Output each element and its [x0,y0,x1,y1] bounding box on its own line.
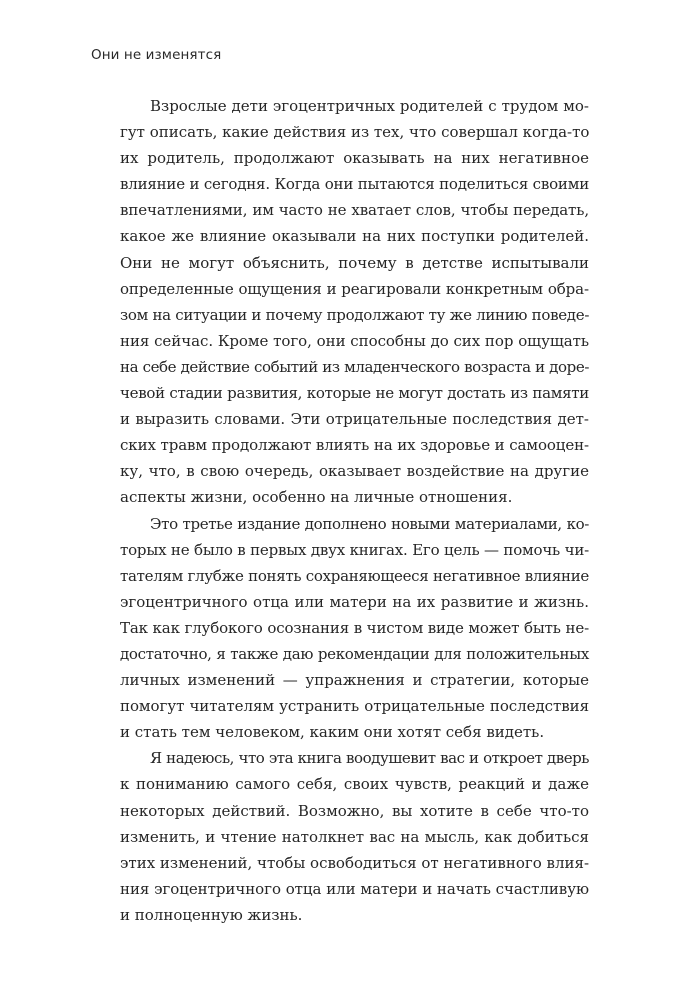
text-line: впечатлениями, им часто не хватает слов, чтобы передать, [120,201,589,220]
text-line: и стать тем человеком, каким они хотят себя видеть. [120,723,545,742]
text-line: гут описать, какие действия из тех, что совершал когда-то [120,123,590,142]
text-line: на себе действие событий из младенческого возраста и доре- [120,357,589,376]
running-header: Они не изменятся [91,47,222,63]
text-line: чевой стадии развития, которые не могут достать из памяти [120,384,589,403]
text-line: аспекты жизни, особенно на личные отношения. [120,488,513,507]
text-line: их родитель, продолжают оказывать на них негативное [120,149,589,168]
text-line: помогут читателям устранить отрицательные последствия [120,697,589,716]
body-text [90,93,589,928]
text-line: тателям глубже понять сохраняющееся негативное влияние [120,566,589,585]
text-line: достаточно, я также даю рекомендации для положительных [120,644,589,663]
text-line: личных изменений — упражнения и стратегии, которые [120,671,589,690]
text-line: и выразить словами. Эти отрицательные последствия дет- [120,410,589,429]
text-line: этих изменений, чтобы освободиться от негативного влия- [120,853,590,872]
text-line: к пониманию самого себя, своих чувств, реакций и даже [120,775,589,794]
paragraph-1 [90,93,589,511]
text-line: ния эгоцентричного отца или матери и начать счастливую [120,879,589,898]
text-line: и полноценную жизнь. [120,905,303,924]
paragraph-2 [90,511,589,746]
text-line: зом на ситуации и почему продолжают ту же линию поведе- [120,305,590,324]
text-line: ку, что, в свою очередь, оказывает воздействие на другие [120,462,589,481]
paragraph-3 [90,745,589,928]
text-line: Так как глубокого осознания в чистом виде может быть не- [120,618,589,637]
text-line: Взрослые дети эгоцентричных родителей с трудом мо- [150,97,589,115]
text-line: Я надеюсь, что эта книга воодушевит вас и откроет дверь [150,749,589,768]
text-line: Это третье издание дополнено новыми материалами, ко- [150,514,589,533]
text-line: изменить, и чтение натолкнет вас на мысль, как добиться [120,827,589,846]
text-line: торых не было в первых двух книгах. Его цель — помочь чи- [120,540,589,559]
text-line: ских травм продолжают влиять на их здоровье и самооцен- [120,436,589,455]
text-line: Они не могут объяснить, почему в детстве испытывали [120,253,589,272]
text-line: некоторых действий. Возможно, вы хотите в себе что-то [120,801,589,820]
text-line: какое же влияние оказывали на них поступки родителей. [120,227,589,246]
text-line: эгоцентричного отца или матери на их развитие и жизнь. [120,592,589,611]
text-line: влияние и сегодня. Когда они пытаются поделиться своими [120,175,589,194]
text-line: ния сейчас. Кроме того, они способны до сих пор ощущать [120,331,589,350]
text-line: определенные ощущения и реагировали конкретным обра- [120,279,589,298]
